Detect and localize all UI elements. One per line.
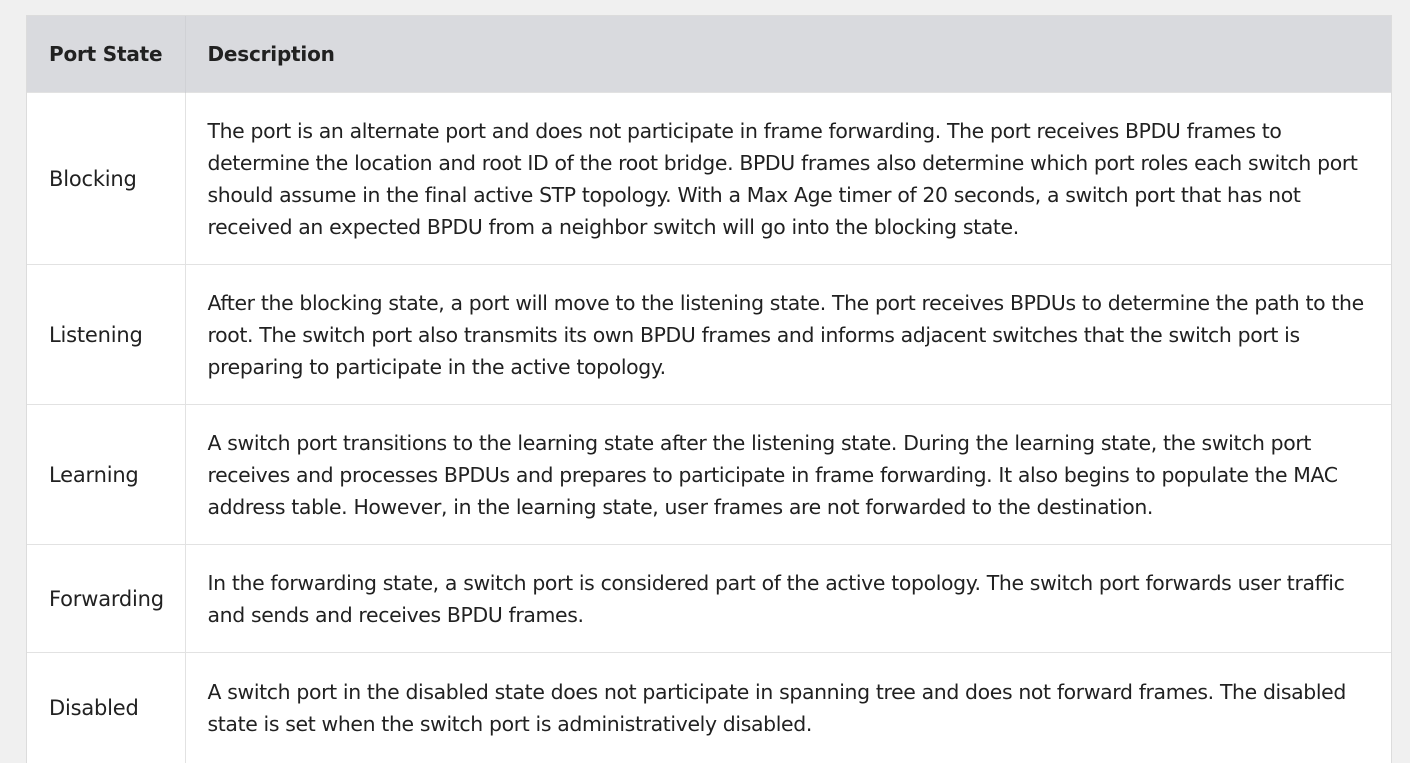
port-state-cell: Listening [27,265,185,405]
header-port-state: Port State [27,16,185,93]
port-state-cell: Disabled [27,653,185,763]
header-row [27,16,1391,93]
table-row [27,653,1391,763]
port-state-table-grid [27,16,1391,763]
description-cell: In the forwarding state, a switch port is considered part of the active topology. The switch port forwards user traffic and sends and receives BPDU frames. [185,545,1391,653]
table-header [27,16,1391,93]
port-state-cell: Forwarding [27,545,185,653]
table-row [27,265,1391,405]
description-cell: The port is an alternate port and does not participate in frame forwarding. The port receives BPDU frames to determine the location and root ID of the root bridge. BPDU frames also determine which port roles each switch port should assume in the final active STP topology. With a Max Age timer of 20 seconds, a switch port that has not received an expected BPDU from a neighbor switch will go into the blocking state. [185,93,1391,265]
table-row [27,405,1391,545]
port-state-table [26,15,1392,763]
description-cell: A switch port transitions to the learning state after the listening state. During the learning state, the switch port receives and processes BPDUs and prepares to participate in frame forwarding. It also begins to populate the MAC address table. However, in the learning state, user frames are not forwarded to the destination. [185,405,1391,545]
description-cell: After the blocking state, a port will move to the listening state. The port receives BPDUs to determine the path to the root. The switch port also transmits its own BPDU frames and informs adjacent switches that the switch port is preparing to participate in the active topology. [185,265,1391,405]
table-row [27,93,1391,265]
port-state-cell: Blocking [27,93,185,265]
table-body [27,93,1391,763]
table-row [27,545,1391,653]
description-cell: A switch port in the disabled state does not participate in spanning tree and does not forward frames. The disabled state is set when the switch port is administratively disabled. [185,653,1391,763]
header-description: Description [185,16,1391,93]
port-state-cell: Learning [27,405,185,545]
